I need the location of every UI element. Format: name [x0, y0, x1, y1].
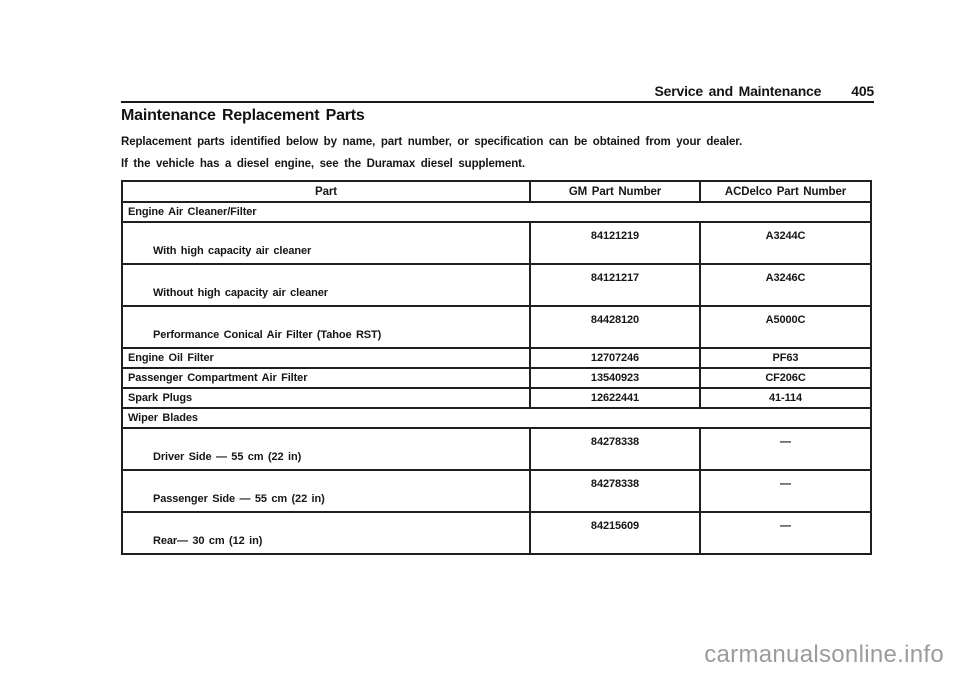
table-row — [122, 348, 871, 368]
part-cell: Performance Conical Air Filter (Tahoe RST) — [122, 306, 530, 348]
part-cell: Rear— 30 cm (12 in) — [122, 512, 530, 554]
header-rule — [121, 101, 874, 103]
acdelco-number-cell: — — [700, 428, 871, 470]
gm-number-cell: 84215609 — [530, 512, 700, 554]
page-title: Maintenance Replacement Parts — [121, 107, 365, 124]
acdelco-number-cell: — — [700, 470, 871, 512]
table-row — [122, 368, 871, 388]
table-row — [122, 512, 871, 554]
acdelco-number-cell: A3246C — [700, 264, 871, 306]
part-cell: Engine Oil Filter — [122, 348, 530, 368]
table-row — [122, 388, 871, 408]
part-cell: Passenger Compartment Air Filter — [122, 368, 530, 388]
part-cell: With high capacity air cleaner — [122, 222, 530, 264]
part-cell: Without high capacity air cleaner — [122, 264, 530, 306]
acdelco-number-cell: PF63 — [700, 348, 871, 368]
gm-number-cell: 12707246 — [530, 348, 700, 368]
gm-number-cell: 84121219 — [530, 222, 700, 264]
section-label: Engine Air Cleaner/Filter — [122, 202, 871, 222]
table-row — [122, 222, 871, 264]
column-header-gm: GM Part Number — [530, 181, 700, 202]
watermark-text: carmanualsonline.info — [704, 641, 944, 668]
acdelco-number-cell: 41-114 — [700, 388, 871, 408]
gm-number-cell: 13540923 — [530, 368, 700, 388]
table-section-row — [122, 202, 871, 222]
intro-paragraph: Replacement parts identified below by name, part number, or specification can be obtained from your dealer. — [121, 136, 743, 148]
intro-paragraph: If the vehicle has a diesel engine, see the Duramax diesel supplement. — [121, 158, 525, 170]
page-number: 405 — [851, 83, 874, 99]
part-cell: Passenger Side — 55 cm (22 in) — [122, 470, 530, 512]
part-cell: Spark Plugs — [122, 388, 530, 408]
column-header-acdelco: ACDelco Part Number — [700, 181, 871, 202]
table-row — [122, 306, 871, 348]
acdelco-number-cell: A3244C — [700, 222, 871, 264]
table-row — [122, 428, 871, 470]
running-head — [121, 83, 874, 99]
gm-number-cell: 12622441 — [530, 388, 700, 408]
section-label: Wiper Blades — [122, 408, 871, 428]
acdelco-number-cell: CF206C — [700, 368, 871, 388]
gm-number-cell: 84121217 — [530, 264, 700, 306]
gm-number-cell: 84278338 — [530, 470, 700, 512]
acdelco-number-cell: A5000C — [700, 306, 871, 348]
table-row — [122, 264, 871, 306]
part-cell: Driver Side — 55 cm (22 in) — [122, 428, 530, 470]
acdelco-number-cell: — — [700, 512, 871, 554]
table-section-row — [122, 408, 871, 428]
table-row — [122, 470, 871, 512]
running-head-section: Service and Maintenance — [654, 83, 822, 99]
maintenance-parts-table — [121, 180, 872, 555]
gm-number-cell: 84278338 — [530, 428, 700, 470]
table-header-row — [122, 181, 871, 202]
gm-number-cell: 84428120 — [530, 306, 700, 348]
parts-table — [121, 180, 872, 555]
column-header-part: Part — [122, 181, 530, 202]
